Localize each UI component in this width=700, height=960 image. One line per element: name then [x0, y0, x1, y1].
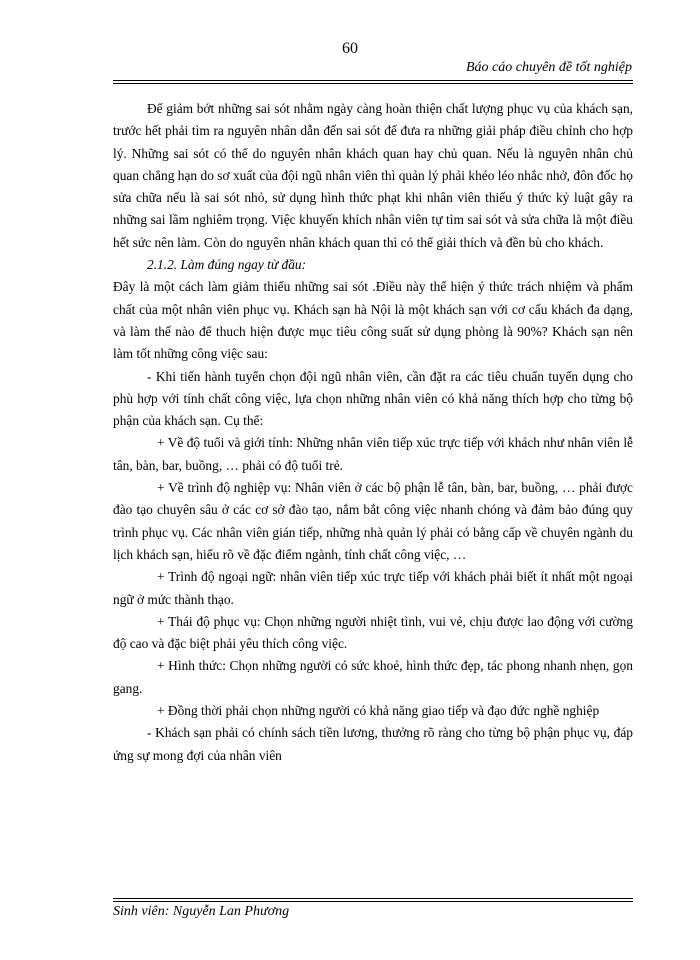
list-item: + Đồng thời phải chọn những người có khả năng giao tiếp và đạo đức nghề nghiệp	[157, 703, 600, 719]
document-body	[113, 98, 633, 767]
list-item: + Về trình độ nghiệp vụ: Nhân viên ở các bộ phận lễ tân, bàn, bar, buồng, … phải được đào tạo chuyên sâu ở các cơ sở đào tạo, nắm bắt công việc nhanh chóng và đảm bảo đúng quy trình phục vụ. Các nhân viên gián tiếp, những nhà quản lý phải có bằng cấp về chuyên ngành du lịch khách sạn, hiểu rõ về đặc điểm ngành, tính chất công việc, …	[113, 480, 633, 562]
section-heading: 2.1.2. Làm đúng ngay từ đầu:	[147, 257, 307, 273]
footer-author: Sinh viên: Nguyễn Lan Phương	[113, 904, 290, 919]
list-item: + Hình thức: Chọn những người có sức khoẻ, hình thức đẹp, tác phong nhanh nhẹn, gọn gang.	[113, 658, 633, 696]
paragraph: - Khách sạn phải có chính sách tiền lương, thưởng rõ ràng cho từng bộ phận phục vụ, đáp ứng sự mong đợi của nhân viên	[113, 725, 633, 763]
list-item: + Trình độ ngoại ngữ: nhân viên tiếp xúc trực tiếp với khách phải biết ít nhất một ngoại ngữ ở mức thành thạo.	[113, 569, 633, 607]
header-rule	[113, 80, 633, 84]
running-header-title: Báo cáo chuyên đề tốt nghiệp	[465, 60, 632, 75]
paragraph: Đây là một cách làm giảm thiểu những sai sót .Điều này thể hiện ý thức trách nhiệm và phẩm chất của một nhân viên phục vụ. Khách sạn hà Nội là một khách sạn với cơ cấu khách đa dạng, và làm thế nào để thuch hiện được mục tiêu công suất sử dụng phòng là 90%? Khách sạn nên làm tốt những công việc sau:	[113, 279, 633, 362]
list-item: + Thái độ phục vụ: Chọn những người nhiệt tình, vui vẻ, chịu được lao động với cường độ cao và đặc biệt phải yêu thích công việc.	[113, 613, 633, 652]
list-item: + Về độ tuổi và giới tính: Những nhân viên tiếp xúc trực tiếp với khách như nhân viên lễ tân, bàn, bar, buồng, … phải có độ tuổi trẻ.	[113, 435, 633, 473]
paragraph: - Khi tiến hành tuyển chọn đội ngũ nhân viên, cần đặt ra các tiêu chuẩn tuyển dụng cho phù hợp với tính chất công việc, lựa chọn những nhân viên có khả năng thích hợp cho từng bộ phận của khách sạn. Cụ thể:	[113, 368, 633, 429]
page-number: 60	[342, 40, 358, 57]
footer-rule	[113, 898, 633, 902]
paragraph: Để giảm bớt những sai sót nhằm ngày càng hoàn thiện chất lượng phục vụ của khách sạn, trước hết phải tìm ra nguyên nhân dẫn đến sai sót để đưa ra những giải pháp điều chỉnh cho hợp lý. Những sai sót có thể do nguyên nhân khách quan hay chủ quan. Nếu là nguyên nhân chủ quan chẳng hạn do sơ xuất của đội ngũ nhân viên thì quản lý phải khéo léo nhắc nhở, đôn đốc họ sửa chữa nếu là sai sót nhỏ, sử dụng hình thức phạt khi nhân viên thiếu ý thức kỷ luật gây ra những sai lầm nghiêm trọng. Việc khuyến khích nhân viên tự tìm sai sót và sửa chữa là một điều hết sức nên làm. Còn do nguyên nhân khách quan thì có thể giải thích và đền bù cho khách.	[113, 101, 633, 250]
